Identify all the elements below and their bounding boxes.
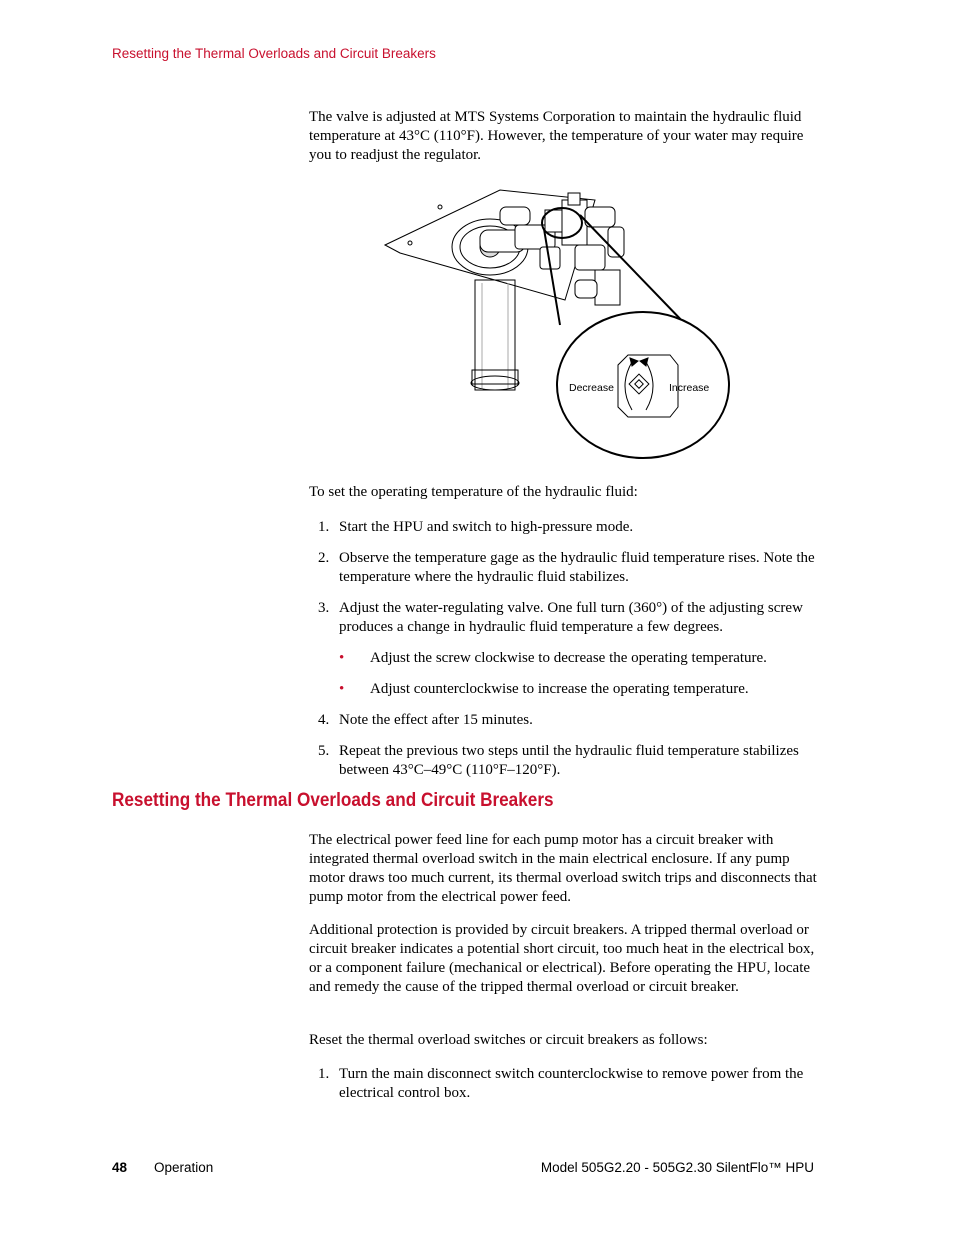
list-item	[309, 549, 819, 587]
list-item	[309, 711, 819, 730]
decrease-label: Decrease	[569, 382, 614, 394]
bullet-text: Adjust counterclockwise to increase the operating temperature.	[370, 681, 749, 697]
list-item	[309, 1065, 819, 1103]
bullet-mark: •	[339, 681, 345, 697]
step-number: 1.	[318, 1066, 330, 1082]
bullet-mark: •	[339, 650, 345, 666]
footer-model: Model 505G2.20 - 505G2.30 SilentFlo™ HPU	[540, 1160, 814, 1175]
lead-in-text: To set the operating temperature of the hydraulic fluid:	[309, 484, 638, 500]
section-heading: Resetting the Thermal Overloads and Circuit Breakers	[112, 789, 554, 811]
bullet-text: Adjust the screw clockwise to decrease the operating temperature.	[370, 650, 767, 666]
intro-text	[309, 108, 819, 165]
step-text: Adjust the water-regulating valve. One full turn (360°) of the adjusting screw produces a change in hydraulic fluid temperature a few degrees.	[339, 600, 803, 635]
increase-label: Increase	[669, 382, 710, 394]
step-number: 1.	[318, 519, 330, 535]
step-number: 2.	[318, 550, 330, 566]
procedure-lead-in	[309, 483, 819, 502]
step-number: 4.	[318, 712, 330, 728]
step-text: Turn the main disconnect switch counterclockwise to remove power from the electrical control box.	[339, 1066, 804, 1101]
valve-figure	[380, 185, 740, 460]
step-text: Repeat the previous two steps until the hydraulic fluid temperature stabilizes between 43°C–49°C (110°F–120°F).	[339, 743, 799, 778]
running-head: Resetting the Thermal Overloads and Circuit Breakers	[112, 46, 436, 61]
footer-section: Operation	[154, 1160, 214, 1175]
step-text: Note the effect after 15 minutes.	[339, 712, 533, 728]
list-item	[309, 742, 819, 780]
section-paragraph	[309, 1031, 819, 1050]
bullet-item	[339, 649, 819, 668]
step-number: 5.	[318, 743, 330, 759]
paragraph-text: Additional protection is provided by circuit breakers. A tripped thermal overload or circuit breaker indicates a potential short circuit, too much heat in the electrical box, or a component failure (mechanical or electrical). Before operating the HPU, locate and remedy the cause of the tripped thermal overload or circuit breaker.	[309, 922, 815, 995]
list-item	[309, 599, 819, 637]
list-item	[309, 518, 819, 537]
section-paragraph	[309, 831, 819, 907]
section-paragraph	[309, 921, 819, 997]
step-text: Observe the temperature gage as the hydraulic fluid temperature rises. Note the temperature where the hydraulic fluid stabilizes.	[339, 550, 815, 585]
paragraph-text: The electrical power feed line for each pump motor has a circuit breaker with integrated thermal overload switch in the main electrical enclosure. If any pump motor draws too much current, its thermal overload switch trips and disconnects that pump motor from the electrical power feed.	[309, 832, 817, 905]
step-text: Start the HPU and switch to high-pressure mode.	[339, 519, 634, 535]
intro-paragraph: The valve is adjusted at MTS Systems Corporation to maintain the hydraulic fluid temperature at 43°C (110°F). However, the temperature of your water may require you to readjust the regulator.	[309, 109, 804, 163]
water-regulating-valve-illustration	[380, 185, 740, 460]
paragraph-text: Reset the thermal overload switches or circuit breakers as follows:	[309, 1032, 708, 1048]
bullet-item	[339, 680, 819, 699]
step-number: 3.	[318, 600, 330, 616]
page-number: 48	[112, 1160, 128, 1175]
